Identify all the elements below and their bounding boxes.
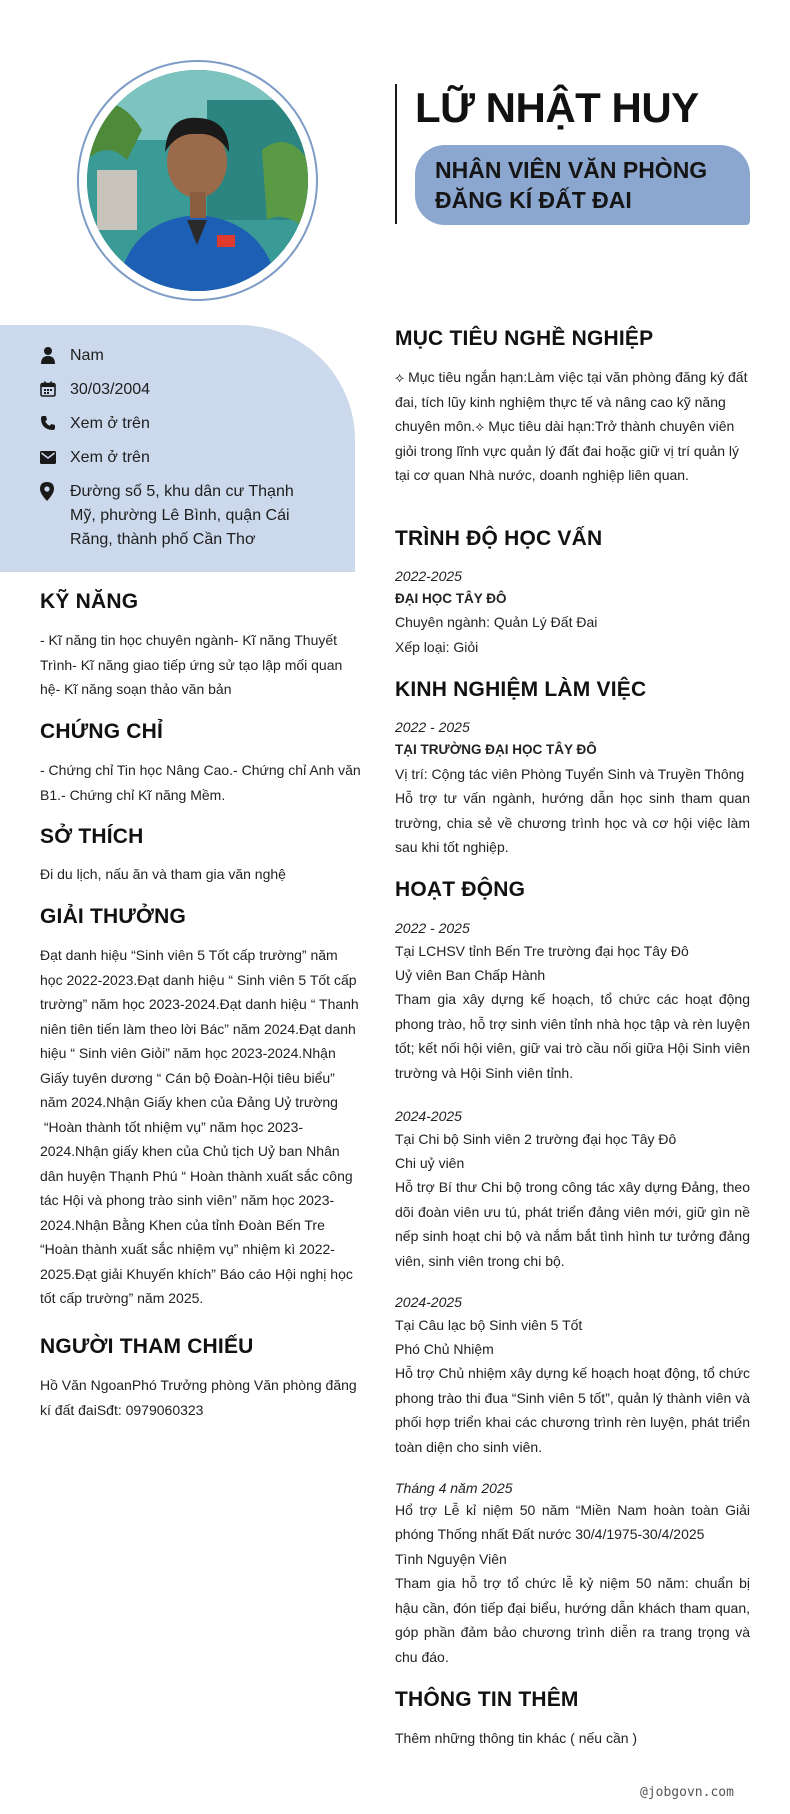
awards-line-15: tốt cấp trường” năm 2025. xyxy=(40,1290,204,1306)
skills-line-2: Trình- Kĩ năng giao tiếp ứng sử tạo lập mối quan xyxy=(40,656,343,673)
contact-gender xyxy=(40,344,104,368)
awards-line-4: niên tiên tiến làm theo lời Bác” năm 2024.Đạt danh xyxy=(40,1020,356,1037)
name-accent-bar xyxy=(395,84,397,224)
awards-line-8: “Hoàn thành tốt nhiệm vụ” năm học 2023- xyxy=(40,1118,304,1135)
education-heading: TRÌNH ĐỘ HỌC VẤN xyxy=(395,527,603,550)
references-line-1: Hồ Văn NgoanPhó Trưởng phòng Văn phòng đăng xyxy=(40,1377,357,1393)
activity-2-role: Chi uỷ viên xyxy=(395,1155,465,1171)
calendar-icon xyxy=(40,379,62,399)
profile-photo-frame xyxy=(77,60,318,301)
skills-line-3: hệ- Kĩ năng soạn thảo văn bản xyxy=(40,681,232,697)
certificates-heading: CHỨNG CHỈ xyxy=(40,720,164,743)
certificates-line-2: B1.- Chứng chỉ Kĩ năng Mềm. xyxy=(40,786,226,803)
contact-dob xyxy=(40,378,150,402)
skills-text xyxy=(40,628,360,702)
activity-4-period: Tháng 4 năm 2025 xyxy=(395,1480,513,1496)
awards-heading: GIẢI THƯỞNG xyxy=(40,905,187,928)
awards-line-2: học 2022-2023.Đạt danh hiệu “ Sinh viên 5 Tốt cấp xyxy=(40,971,357,988)
awards-line-12: 2024.Nhận Bằng Khen của tỉnh Đoàn Bến Tre xyxy=(40,1216,325,1233)
awards-line-1: Đạt danh hiệu “Sinh viên 5 Tốt cấp trường” năm xyxy=(40,947,338,963)
experience-description: Hỗ trợ tư vấn ngành, hướng dẫn học sinh tham quan trường, chia sẻ về chương trình học và cơ hội việc làm sau khi tốt nghiệp. xyxy=(395,790,750,855)
awards-line-5: hiệu “ Sinh viên Giỏi” năm học 2023-2024.Nhận xyxy=(40,1045,336,1061)
objective-text xyxy=(395,365,755,488)
experience-position: Vị trí: Cộng tác viên Phòng Tuyển Sinh và Truyền Thông xyxy=(395,766,745,782)
activity-1-period: 2022 - 2025 xyxy=(395,920,470,936)
contact-phone xyxy=(40,412,150,436)
hobbies-heading: SỞ THÍCH xyxy=(40,825,144,848)
phone-icon xyxy=(40,413,62,433)
watermark: @jobgovn.com xyxy=(640,1785,734,1800)
activity-3-description: Hỗ trợ Chủ nhiệm xây dựng kế hoạch hoạt động, tổ chức phong trào thi đua “Sinh viên 5 tốt”, quản lý thành viên và phối hợp triển khai các chương trình rèn luyện, phát triển toàn diện cho sinh viên. xyxy=(395,1365,750,1455)
hobbies-text xyxy=(40,862,360,887)
activity-1-role: Uỷ viên Ban Chấp Hành xyxy=(395,967,546,983)
extra-info-heading: THÔNG TIN THÊM xyxy=(395,1688,579,1711)
references-line-2: kí đất đaiSđt: 0979060323 xyxy=(40,1401,204,1418)
education-major: Chuyên ngành: Quản Lý Đất Đai xyxy=(395,614,598,630)
education-rank: Xếp loại: Giỏi xyxy=(395,639,479,655)
objective-line-1: ⟡ Mục tiêu ngắn hạn:Làm việc tại văn phòng đăng ký đất xyxy=(395,369,748,385)
objective-line-2: đai, tích lũy kinh nghiệm thực tế và nâng cao kỹ năng xyxy=(395,393,726,410)
references-heading: NGƯỜI THAM CHIẾU xyxy=(40,1335,254,1358)
dob-value: 30/03/2004 xyxy=(70,381,151,398)
job-title-line-2: ĐĂNG KÍ ĐẤT ĐAI xyxy=(435,187,632,213)
extra-info-text: Thêm những thông tin khác ( nếu cần ) xyxy=(395,1730,638,1746)
activity-2-description: Hỗ trợ Bí thư Chi bộ trong công tác xây dựng Đảng, theo dõi đoàn viên ưu tú, phát triển đảng viên mới, giữ gìn nề nếp sinh hoạt chi bộ và nắm bắt tình hình tư tưởng đảng viên, sinh viên trong chi bộ. xyxy=(395,1179,750,1269)
awards-text xyxy=(40,943,365,1311)
activity-3-org: Tại Câu lạc bộ Sinh viên 5 Tốt xyxy=(395,1317,583,1333)
objective-heading: MỤC TIÊU NGHỀ NGHIỆP xyxy=(395,327,654,350)
candidate-name: LỮ NHẬT HUY xyxy=(415,84,699,131)
education-school: ĐẠI HỌC TÂY ĐÔ xyxy=(395,591,507,606)
activity-2-org: Tại Chi bộ Sinh viên 2 trường đại học Tây Đô xyxy=(395,1131,677,1147)
awards-line-9: 2024.Nhận giấy khen của Chủ tịch Uỷ ban Nhân xyxy=(40,1143,340,1159)
objective-line-3: chuyên môn.⟡ Mục tiêu dài hạn:Trở thành chuyên viên xyxy=(395,418,735,434)
profile-photo xyxy=(87,70,308,291)
gender-value: Nam xyxy=(70,347,104,364)
certificates-text xyxy=(40,758,365,807)
education-period: 2022-2025 xyxy=(395,568,462,584)
activities-heading: HOẠT ĐỘNG xyxy=(395,878,526,901)
address-line-3: Răng, thành phố Cần Thơ xyxy=(70,531,256,548)
address-line-2: Mỹ, phường Lê Bình, quận Cái xyxy=(70,507,290,524)
address-value xyxy=(70,480,294,552)
experience-place: TẠI TRƯỜNG ĐẠI HỌC TÂY ĐÔ xyxy=(395,742,597,757)
activity-4-org: Hổ trợ Lễ kỉ niệm 50 năm “Miền Nam hoàn toàn Giải phóng Thống nhất Đất nước 30/4/1975-30/4/2025 xyxy=(395,1502,750,1542)
location-pin-icon xyxy=(40,481,62,501)
awards-line-14: 2025.Đạt giải Khuyến khích” Báo cáo Hội nghị học xyxy=(40,1265,353,1282)
objective-line-4: giỏi trong lĩnh vực quản lý đất đai hoặc giữ vị trí quản lý xyxy=(395,442,740,459)
certificates-line-1: - Chứng chỉ Tin học Nâng Cao.- Chứng chỉ Anh văn xyxy=(40,762,361,778)
experience-heading: KINH NGHIỆM LÀM VIỆC xyxy=(395,678,647,701)
activity-4-description: Tham gia hỗ trợ tổ chức lễ kỷ niệm 50 năm: chuẩn bị hậu cần, đón tiếp đại biểu, hướng dẫn khách tham quan, góp phần đảm bảo chương trình diễn ra trang trọng và chu đáo. xyxy=(395,1575,750,1665)
activity-2-period: 2024-2025 xyxy=(395,1108,462,1124)
awards-line-13: “Hoàn thành xuất sắc nhiệm vụ” nhiệm kì 2022- xyxy=(40,1241,335,1257)
awards-line-11: tác Hội và phong trào sinh viên” năm học 2023- xyxy=(40,1192,335,1208)
address-line-1: Đường số 5, khu dân cư Thạnh xyxy=(70,483,294,500)
references-text xyxy=(40,1373,365,1422)
activity-3-period: 2024-2025 xyxy=(395,1294,462,1310)
job-title-line-1: NHÂN VIÊN VĂN PHÒNG xyxy=(435,157,708,183)
experience-period: 2022 - 2025 xyxy=(395,719,470,735)
awards-line-3: trường” năm học 2023-2024.Đạt danh hiệu “ Thanh xyxy=(40,996,359,1012)
person-icon xyxy=(40,345,62,365)
awards-line-10: dân huyện Thạnh Phú “ Hoàn thành xuất sắc công xyxy=(40,1167,353,1184)
awards-line-6: Giấy tuyên dương “ Cán bộ Đoàn-Hội tiêu biểu” xyxy=(40,1069,335,1086)
activity-1-org: Tại LCHSV tỉnh Bến Tre trường đại học Tây Đô xyxy=(395,943,689,959)
job-title-box xyxy=(415,145,750,225)
contact-email xyxy=(40,446,150,470)
skills-line-1: - Kĩ năng tin học chuyên ngành- Kĩ năng Thuyết xyxy=(40,632,338,648)
email-value: Xem ở trên xyxy=(70,449,150,466)
activity-1-description: Tham gia xây dựng kế hoạch, tổ chức các hoạt động phong trào, hỗ trợ sinh viên tỉnh nhà học tập và rèn luyện tốt; kết nối hội viên, giữ vai trò cầu nối giữa Hội Sinh viên trường và Hội Sinh viên tỉnh. xyxy=(395,991,750,1081)
phone-value: Xem ở trên xyxy=(70,415,150,432)
skills-heading: KỸ NĂNG xyxy=(40,590,139,613)
contact-address xyxy=(40,480,294,552)
objective-line-5: tại cơ quan Nhà nước, doanh nghiệp liên quan. xyxy=(395,467,689,483)
activity-4-role: Tình Nguyện Viên xyxy=(395,1551,507,1567)
awards-line-7: năm 2024.Nhận Giấy khen của Đảng Uỷ trường xyxy=(40,1094,338,1110)
envelope-icon xyxy=(40,447,62,467)
hobbies-line-1: Đi du lịch, nấu ăn và tham gia văn nghệ xyxy=(40,866,286,882)
activity-3-role: Phó Chủ Nhiệm xyxy=(395,1341,494,1357)
